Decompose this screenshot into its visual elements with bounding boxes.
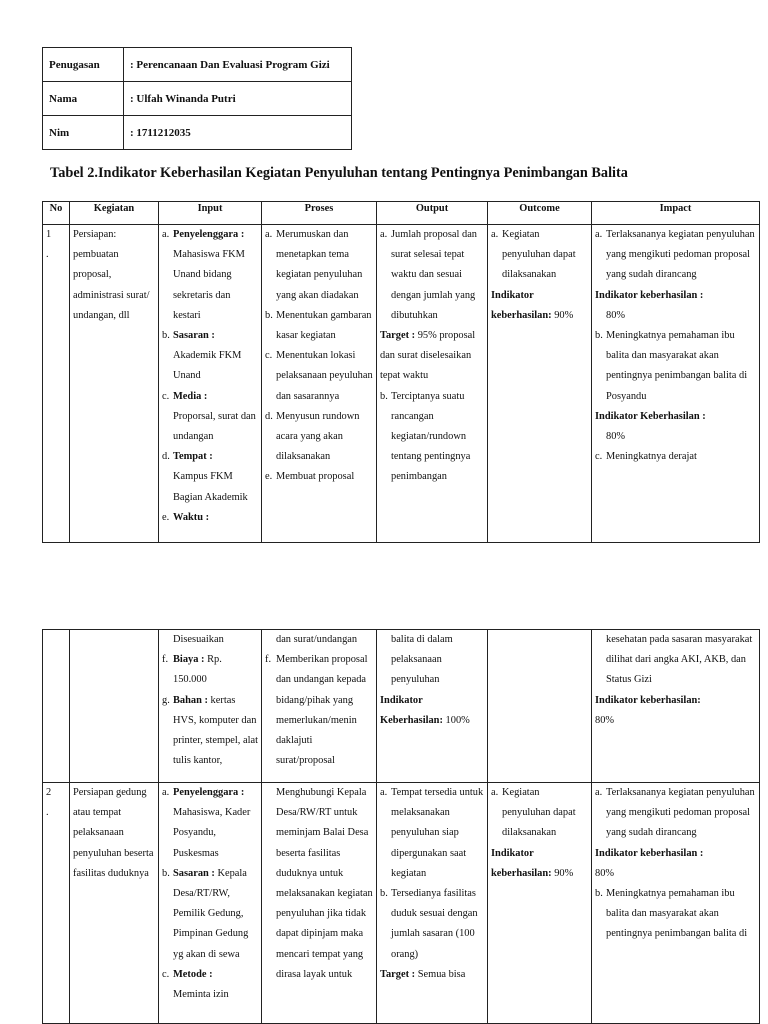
- cell-no: [43, 783, 70, 1024]
- cell-no: [43, 225, 70, 543]
- cell-impact: [592, 225, 760, 543]
- impact-indicator-value: 80%: [595, 867, 615, 879]
- input-item-g: g. Bahan : kertas HVS, komputer dan printer, stempel, alat tulis kantor,: [162, 694, 258, 767]
- identity-row-nim: [43, 116, 352, 150]
- output-target: Target : 95% proposal dan surat diselesaikan tepat waktu: [380, 330, 476, 382]
- impact-indicator-value: 80%: [595, 714, 615, 726]
- cell-outcome: [488, 225, 592, 543]
- cell-output: [377, 225, 488, 543]
- input-item-c: c. Media :: [162, 390, 208, 402]
- outcome-item-a: a. Kegiatan penyuluhan dapat dilaksanakan: [491, 229, 576, 281]
- table-row: [43, 630, 760, 783]
- input-item-e: e. Waktu :: [162, 511, 210, 523]
- impact-indicator: Indikator keberhasilan:: [595, 694, 701, 706]
- proses-item: a. Merumuskan dan menetapkan tema kegiatan penyuluhan yang akan diadakan: [265, 229, 363, 301]
- impact-indicator-1: Indikator keberhasilan :: [595, 289, 704, 301]
- cell-input: [159, 225, 262, 543]
- indicator-table-page-1: [42, 201, 760, 543]
- col-header-proses: Proses: [262, 202, 377, 225]
- identity-value: : 1711212035: [124, 116, 352, 150]
- input-item-d: d. Tempat :: [162, 451, 213, 463]
- output-indicator: Indikator Keberhasilan: 100%: [380, 694, 470, 726]
- cell-output: [377, 630, 488, 783]
- cell-outcome: [488, 630, 592, 783]
- input-item-a-text: Mahasiswa, Kader Posyandu, Puskesmas: [173, 807, 251, 859]
- impact-continued-text: kesehatan pada sasaran masyarakat dilihat dari angka AKI, AKB, dan Status Gizi: [606, 634, 753, 686]
- cell-proses: [262, 225, 377, 543]
- identity-table: [42, 47, 352, 150]
- table-title: Tabel 2.Indikator Keberhasilan Kegiatan Penyuluhan tentang Pentingnya Penimbangan Balita: [50, 165, 628, 181]
- cell-input: [159, 783, 262, 1024]
- identity-value: : Ulfah Winanda Putri: [124, 82, 352, 116]
- indicator-table-page-2: [42, 629, 760, 1024]
- input-item-b-text: Akademik FKM Unand: [173, 350, 242, 382]
- identity-key: Nama: [43, 82, 124, 116]
- outcome-indicator: Indikator keberhasilan: 90%: [491, 847, 574, 879]
- cell-output: [377, 783, 488, 1024]
- row-number: 2: [46, 787, 52, 798]
- cell-kegiatan: Persiapan gedung atau tempat pelaksanaan penyuluhan beserta fasilitas duduknya: [70, 783, 159, 1024]
- output-item-b: b. Tersedianya fasilitas duduk sesuai dengan jumlah sasaran (100 orang): [380, 888, 478, 960]
- cell-input: [159, 630, 262, 783]
- table-row: [43, 225, 760, 543]
- identity-row-nama: [43, 82, 352, 116]
- input-item-b: b. Sasaran :: [162, 330, 215, 342]
- identity-row-penugasan: [43, 48, 352, 82]
- impact-indicator-1-value: 80%: [606, 309, 626, 321]
- col-header-input: Input: [159, 202, 262, 225]
- outcome-item-a: a. Kegiatan penyuluhan dapat dilaksanakan: [491, 787, 576, 839]
- input-item-a: a. Penyelenggara :: [162, 787, 245, 798]
- row-number-dot: .: [46, 807, 49, 819]
- cell-impact: [592, 783, 760, 1024]
- impact-indicator-2: Indikator Keberhasilan :: [595, 410, 706, 422]
- outcome-indicator: Indikator keberhasilan: 90%: [491, 289, 574, 321]
- row-number: 1: [46, 229, 52, 240]
- input-item-a: a. Penyelenggara :: [162, 229, 245, 240]
- impact-indicator-2-value: 80%: [606, 431, 626, 443]
- impact-item-b: b. Meningkatnya pemahaman ibu balita dan masyarakat akan pentingnya penimbangan balita di Posyandu: [595, 330, 748, 402]
- cell-proses: [262, 783, 377, 1024]
- cell-outcome: [488, 783, 592, 1024]
- proses-text: Menghubungi Kepala Desa/RW/RT untuk meminjam Balai Desa beserta fasilitas duduknya untuk melaksanakan kegiatan penyuluhan jika tidak dapat dipinjam maka mencari tempat yang dirasa layak untuk: [276, 787, 373, 980]
- impact-indicator: Indikator keberhasilan :: [595, 847, 704, 859]
- col-header-output: Output: [377, 202, 488, 225]
- proses-item: b. Menentukan gambaran kasar kegiatan: [265, 309, 372, 342]
- output-target: Target : Semua bisa: [380, 968, 466, 980]
- input-item-d-text: Kampus FKM Bagian Akademik: [173, 471, 248, 503]
- col-header-impact: Impact: [592, 202, 760, 225]
- input-item-c-text: Meminta izin: [173, 989, 229, 1001]
- input-item-c: c. Metode :: [162, 968, 213, 980]
- proses-item: c. Menentukan lokasi pelaksanaan peyuluhan dan sasarannya: [265, 350, 373, 402]
- cell-impact: [592, 630, 760, 783]
- col-header-outcome: Outcome: [488, 202, 592, 225]
- proses-item: d. Menyusun rundown acara yang akan dilaksanakan: [265, 410, 360, 463]
- cell-kegiatan: Persiapan: pembuatan proposal, administrasi surat/ undangan, dll: [70, 225, 159, 543]
- table-row: [43, 783, 760, 1024]
- cell-no: [43, 630, 70, 783]
- row-number-dot: .: [46, 249, 49, 261]
- identity-key: Nim: [43, 116, 124, 150]
- impact-item-a: a. Terlaksananya kegiatan penyuluhan yang mengikuti pedoman proposal yang sudah dirancang: [595, 229, 755, 281]
- input-item-f: f. Biaya : Rp. 150.000: [162, 654, 222, 686]
- proses-item-f: f. Memberikan proposal dan undangan kepada bidang/pihak yang memerlukan/menin daklajuti surat/proposal: [265, 654, 368, 767]
- identity-key: Penugasan: [43, 48, 124, 82]
- impact-item-a: a. Terlaksananya kegiatan penyuluhan yang mengikuti pedoman proposal yang sudah dirancang: [595, 787, 755, 839]
- col-header-kegiatan: Kegiatan: [70, 202, 159, 225]
- output-item-b: b. Terciptanya suatu rancangan kegiatan/rundown tentang pentingnya penimbangan: [380, 390, 471, 483]
- impact-item-b: b. Meningkatnya pemahaman ibu balita dan masyarakat akan pentingnya penimbangan balita di: [595, 888, 748, 940]
- output-item-a: a. Tempat tersedia untuk melaksanakan penyuluhan siap dipergunakan saat kegiatan: [380, 787, 484, 879]
- output-item-a: a. Jumlah proposal dan surat selesai tepat waktu dan sesuai dengan jumlah yang dibutuhkan: [380, 229, 477, 321]
- impact-item-c: c. Meningkatnya derajat: [595, 451, 697, 463]
- input-item-b: b. Sasaran : Kepala Desa/RT/RW, Pemilik Gedung, Pimpinan Gedung yg akan di sewa: [162, 867, 249, 960]
- input-continued-text: Disesuaikan: [173, 634, 224, 645]
- proses-item: e. Membuat proposal: [265, 471, 355, 483]
- proses-continued-text: dan surat/undangan: [276, 634, 358, 645]
- identity-value: : Perencanaan Dan Evaluasi Program Gizi: [124, 48, 352, 82]
- cell-kegiatan: [70, 630, 159, 783]
- input-item-a-text: Mahasiswa FKM Unand bidang sekretaris dan kestari: [173, 249, 245, 321]
- col-header-no: No: [43, 202, 70, 225]
- input-item-c-text: Proporsal, surat dan undangan: [173, 410, 256, 443]
- cell-proses: [262, 630, 377, 783]
- table-header-row: [43, 202, 760, 225]
- output-continued-text: balita di dalam pelaksanaan penyuluhan: [391, 634, 453, 686]
